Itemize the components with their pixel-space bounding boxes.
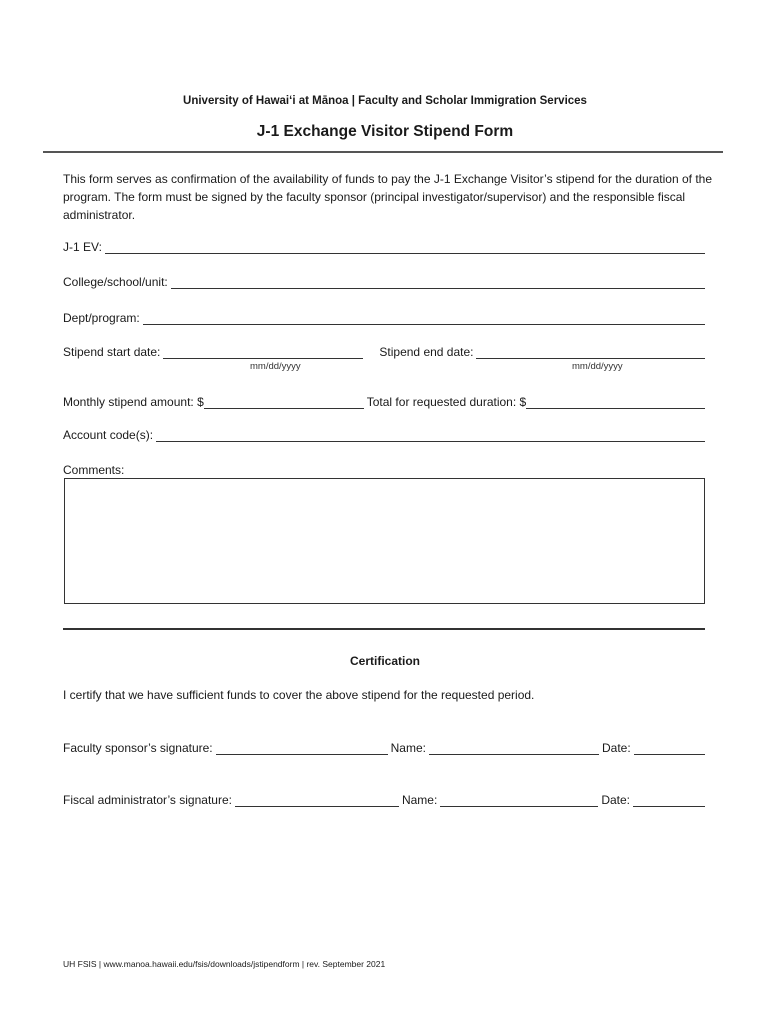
faculty-date-label: Date: [601, 741, 631, 755]
start-date-label: Stipend start date: [63, 345, 161, 359]
college-label: College/school/unit: [63, 275, 168, 289]
intro-paragraph: This form serves as confirmation of the availability of funds to pay the J-1 Exchange Visitor’s stipend for the duration of the program. The form must be signed by the faculty sponsor (principal investigator/supervisor) and the responsible fiscal administrator. [63, 172, 713, 222]
faculty-name-field[interactable] [429, 743, 599, 755]
dept-label: Dept/program: [63, 311, 140, 325]
monthly-label: Monthly stipend amount: $ [63, 395, 204, 409]
faculty-signature-row [63, 741, 705, 755]
fiscal-signature-row [63, 793, 705, 807]
amount-row [63, 395, 705, 409]
header-institution: University of Hawaiʻi at Mānoa | Faculty and Scholar Immigration Services [183, 95, 587, 107]
certification-title: Certification [349, 654, 420, 668]
end-date-field[interactable] [476, 347, 705, 359]
account-label: Account code(s): [63, 428, 154, 442]
title-divider [43, 151, 723, 153]
fiscal-name-label: Name: [401, 793, 438, 807]
stipend-dates-row [63, 345, 705, 359]
comments-label: Comments: [63, 463, 125, 477]
end-date-label: Stipend end date: [379, 345, 474, 359]
faculty-signature-field[interactable] [216, 743, 388, 755]
total-field[interactable] [526, 397, 705, 409]
faculty-signature-label: Faculty sponsor’s signature: [63, 741, 213, 755]
faculty-name-label: Name: [390, 741, 426, 755]
total-label: Total for requested duration: $ [366, 395, 527, 409]
page-title: J-1 Exchange Visitor Stipend Form [256, 123, 514, 140]
end-date-hint: mm/dd/yyyy [572, 361, 623, 372]
fiscal-signature-field[interactable] [235, 795, 399, 807]
fiscal-date-field[interactable] [633, 795, 705, 807]
j1-ev-row [63, 240, 705, 254]
college-row [63, 275, 705, 289]
footer-text: UH FSIS | www.manoa.hawaii.edu/fsis/downloads/jstipendform | rev. September 2021 [63, 959, 386, 969]
account-row [63, 428, 705, 442]
fiscal-name-field[interactable] [440, 795, 598, 807]
account-field[interactable] [156, 430, 705, 442]
certification-text: I certify that we have sufficient funds to cover the above stipend for the requested period. [63, 688, 535, 702]
fiscal-date-label: Date: [601, 793, 630, 807]
section-divider [63, 628, 705, 630]
faculty-date-field[interactable] [634, 743, 705, 755]
fiscal-signature-label: Fiscal administrator’s signature: [63, 793, 232, 807]
monthly-field[interactable] [204, 397, 364, 409]
start-date-hint: mm/dd/yyyy [250, 361, 301, 372]
dept-row [63, 311, 705, 325]
j1-ev-label: J-1 EV: [63, 240, 102, 254]
j1-ev-field[interactable] [105, 242, 705, 254]
dept-field[interactable] [143, 313, 705, 325]
start-date-field[interactable] [163, 347, 363, 359]
college-field[interactable] [171, 277, 705, 289]
comments-box[interactable] [64, 478, 705, 604]
